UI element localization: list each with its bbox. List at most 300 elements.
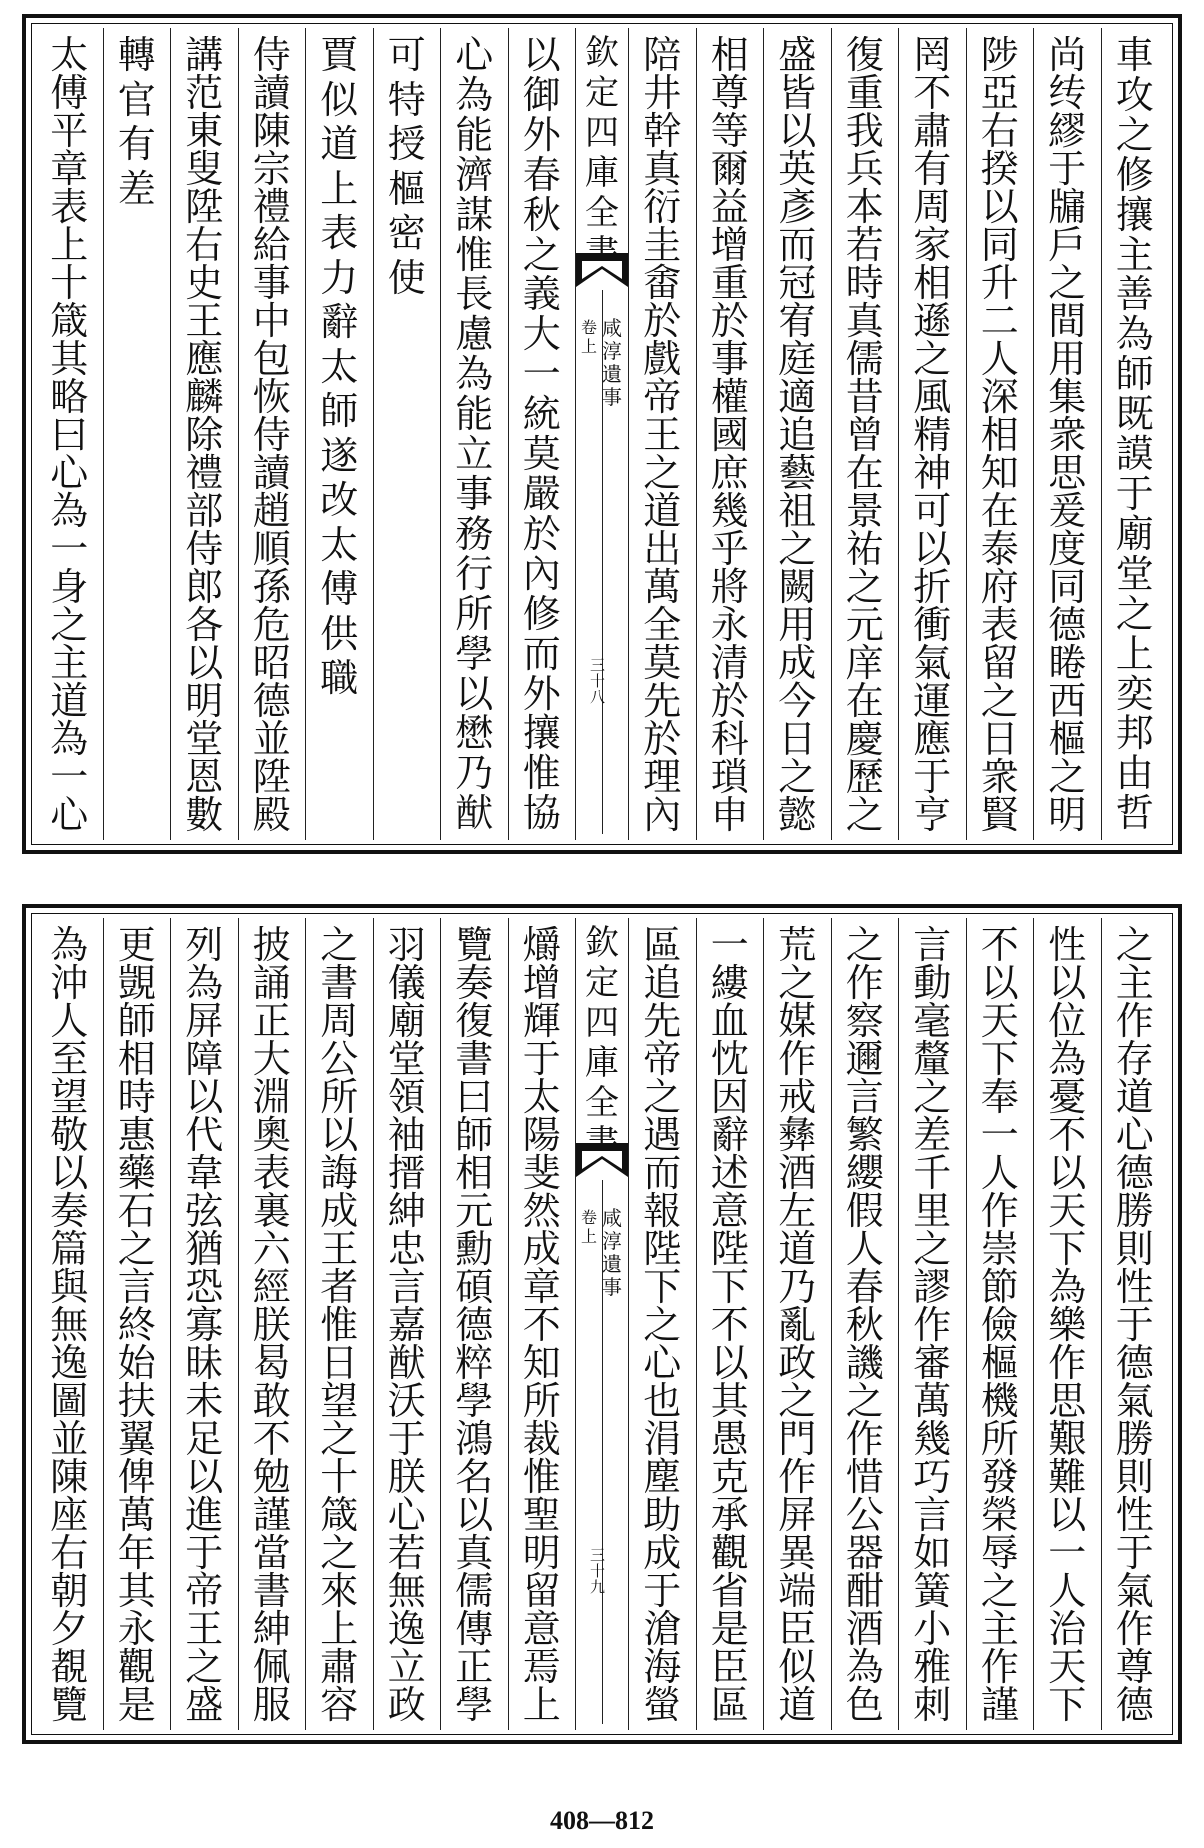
glyph: 泰	[980, 527, 1019, 571]
glyph: 禮	[252, 185, 291, 229]
column-text	[764, 36, 831, 834]
glyph: 如	[913, 1531, 952, 1575]
glyph: 陛	[710, 1227, 749, 1271]
glyph: 先	[643, 999, 682, 1043]
glyph: 道	[320, 122, 359, 166]
column-text	[967, 36, 1034, 834]
column-text	[306, 36, 373, 834]
glyph: 小	[913, 1607, 952, 1651]
glyph: 以	[455, 1493, 494, 1537]
glyph: 假	[845, 1189, 884, 1233]
glyph: 度	[1048, 527, 1087, 571]
glyph: 統	[522, 392, 561, 437]
glyph: 懋	[455, 711, 494, 756]
glyph: 揆	[980, 147, 1019, 191]
glyph: 昭	[252, 641, 291, 685]
glyph: 三	[590, 656, 606, 674]
glyph: 以	[1048, 961, 1087, 1005]
glyph: 師	[320, 389, 359, 433]
glyph: 辭	[320, 300, 359, 344]
glyph: 以	[185, 641, 224, 685]
glyph: 作	[778, 1037, 817, 1081]
glyph: 曰	[50, 413, 89, 457]
glyph: 之	[643, 451, 682, 495]
glyph: 圖	[50, 1379, 89, 1423]
center-margin-column	[575, 918, 628, 1730]
text-column	[36, 918, 103, 1730]
glyph: 忱	[710, 1037, 749, 1081]
glyph: 猷	[455, 791, 494, 834]
column-text	[441, 36, 508, 834]
glyph: 以	[710, 1341, 749, 1385]
glyph: 斐	[522, 1151, 561, 1195]
collection-title	[576, 33, 628, 276]
glyph: 知	[980, 451, 1019, 495]
glyph: 日	[320, 1341, 359, 1385]
glyph: 四	[585, 1003, 619, 1043]
glyph: 所	[320, 1075, 359, 1119]
glyph: 授	[387, 122, 426, 166]
glyph: 並	[50, 1417, 89, 1461]
text-column	[170, 918, 238, 1730]
glyph: 車	[1115, 36, 1154, 77]
glyph: 全	[643, 603, 682, 647]
glyph: 搢	[387, 1151, 426, 1195]
glyph: 辭	[710, 1113, 749, 1157]
glyph: 轉	[117, 36, 156, 77]
glyph: 為	[455, 72, 494, 117]
glyph: 尊	[710, 71, 749, 115]
glyph: 嘉	[387, 1303, 426, 1347]
glyph: 成	[643, 1531, 682, 1575]
glyph: 適	[778, 375, 817, 419]
glyph: 性	[1115, 1265, 1154, 1309]
glyph: 區	[710, 1683, 749, 1724]
glyph: 察	[845, 999, 884, 1043]
glyph: 用	[778, 603, 817, 647]
column-text	[967, 926, 1034, 1724]
glyph: 辱	[980, 1531, 1019, 1575]
glyph: 覬	[117, 961, 156, 1005]
glyph: 立	[455, 432, 494, 477]
glyph: 至	[50, 1037, 89, 1081]
glyph: 永	[710, 603, 749, 647]
glyph: 井	[643, 71, 682, 115]
top-page	[22, 14, 1182, 854]
glyph: 臣	[710, 1645, 749, 1689]
glyph: 人	[845, 1227, 884, 1271]
glyph: 奉	[980, 1075, 1019, 1119]
glyph: 媒	[778, 999, 817, 1043]
glyph: 一	[50, 527, 89, 571]
glyph: 日	[778, 717, 817, 761]
glyph: 冠	[778, 261, 817, 305]
text-column	[831, 28, 899, 840]
glyph: 人	[1048, 1569, 1087, 1613]
glyph: 氣	[913, 641, 952, 685]
glyph: 意	[710, 1189, 749, 1233]
glyph: 作	[1115, 1607, 1154, 1651]
glyph: 作	[845, 961, 884, 1005]
glyph: 螢	[643, 1683, 682, 1724]
glyph: 所	[522, 1379, 561, 1423]
glyph: 大	[252, 1037, 291, 1081]
glyph: 繁	[845, 1113, 884, 1157]
glyph: 發	[980, 1455, 1019, 1499]
glyph: 並	[252, 717, 291, 761]
glyph: 使	[387, 255, 426, 300]
glyph: 差	[913, 1113, 952, 1157]
glyph: 以	[980, 185, 1019, 229]
glyph: 遇	[643, 1113, 682, 1157]
bottom-page	[22, 904, 1182, 1744]
glyph: 所	[455, 591, 494, 636]
glyph: 不	[913, 71, 952, 115]
glyph: 而	[643, 1151, 682, 1195]
glyph: 嚴	[522, 471, 561, 516]
glyph: 遺	[602, 1252, 622, 1276]
glyph: 毫	[913, 999, 952, 1043]
glyph: 節	[980, 1265, 1019, 1309]
glyph: 左	[778, 1189, 817, 1233]
glyph: 太	[320, 344, 359, 389]
glyph: 一	[522, 352, 561, 397]
glyph: 樞	[1048, 717, 1087, 761]
text-column	[305, 28, 373, 840]
glyph: 應	[913, 717, 952, 761]
glyph: 衍	[643, 185, 682, 229]
glyph: 篇	[50, 1227, 89, 1271]
column-text	[239, 36, 306, 834]
glyph: 陳	[252, 109, 291, 153]
glyph: 德	[1115, 1683, 1154, 1724]
glyph: 謨	[1115, 432, 1154, 477]
glyph: 西	[1048, 679, 1087, 723]
glyph: 歷	[845, 755, 884, 799]
glyph: 于	[185, 1531, 224, 1575]
glyph: 然	[522, 1189, 561, 1233]
glyph: 孫	[252, 565, 291, 609]
glyph: 八	[590, 688, 606, 706]
glyph: 奧	[252, 1113, 291, 1157]
glyph: 相	[455, 1151, 494, 1195]
glyph: 內	[522, 551, 561, 596]
glyph: 侍	[252, 413, 291, 457]
glyph: 上	[1115, 631, 1154, 676]
text-column	[440, 28, 508, 840]
column-text	[104, 926, 171, 1724]
glyph: 亂	[778, 1303, 817, 1347]
glyph: 承	[710, 1493, 749, 1537]
glyph: 恩	[185, 755, 224, 799]
glyph: 明	[185, 679, 224, 723]
glyph: 增	[710, 223, 749, 267]
glyph: 德	[252, 679, 291, 723]
glyph: 淳	[602, 1229, 622, 1253]
column-text	[832, 926, 899, 1724]
column-text	[374, 36, 441, 834]
glyph: 郎	[185, 565, 224, 609]
glyph: 事	[710, 337, 749, 381]
glyph: 人	[980, 337, 1019, 381]
glyph: 逸	[387, 1607, 426, 1651]
glyph: 大	[522, 312, 561, 357]
glyph: 禮	[185, 451, 224, 495]
glyph: 供	[320, 611, 359, 656]
glyph: 之	[845, 926, 884, 967]
glyph: 其	[710, 1379, 749, 1423]
glyph: 萬	[117, 1493, 156, 1537]
glyph: 增	[522, 961, 561, 1005]
glyph: 傅	[320, 567, 359, 611]
column-text	[629, 36, 696, 834]
glyph: 德	[1115, 1341, 1154, 1385]
glyph: 謹	[252, 1493, 291, 1537]
glyph: 之	[845, 1379, 884, 1423]
glyph: 政	[778, 1341, 817, 1385]
glyph: 審	[913, 1341, 952, 1385]
glyph: 叟	[185, 147, 224, 191]
glyph: 侍	[185, 527, 224, 571]
glyph: 誦	[252, 961, 291, 1005]
glyph: 有	[913, 147, 952, 191]
glyph: 為	[50, 717, 89, 761]
glyph: 謹	[980, 1683, 1019, 1724]
glyph: 容	[320, 1683, 359, 1724]
glyph: 覩	[50, 1645, 89, 1689]
glyph: 榮	[980, 1493, 1019, 1537]
glyph: 王	[643, 413, 682, 457]
glyph: 誨	[320, 1151, 359, 1195]
fishtail-mark-icon	[576, 1143, 628, 1179]
glyph: 順	[252, 527, 291, 571]
glyph: 莫	[643, 641, 682, 685]
glyph: 睠	[1048, 641, 1087, 685]
glyph: 書	[320, 961, 359, 1005]
glyph: 以	[320, 1113, 359, 1157]
glyph: 彥	[778, 185, 817, 229]
glyph: 廟	[1115, 511, 1154, 556]
glyph: 作	[778, 1455, 817, 1499]
book-name	[602, 318, 622, 410]
glyph: 用	[1048, 337, 1087, 381]
glyph: 運	[913, 679, 952, 723]
glyph: 德	[1115, 1151, 1154, 1195]
glyph: 上	[581, 337, 598, 356]
glyph: 惟	[320, 1303, 359, 1347]
glyph: 定	[585, 963, 619, 1003]
glyph: 東	[185, 109, 224, 153]
glyph: 明	[522, 1531, 561, 1575]
glyph: 朕	[252, 1303, 291, 1347]
glyph: 之	[913, 1075, 952, 1119]
glyph: 敬	[50, 1113, 89, 1157]
glyph: 宗	[252, 147, 291, 191]
glyph: 為	[185, 961, 224, 1005]
glyph: 昔	[845, 375, 884, 419]
glyph: 各	[185, 603, 224, 647]
glyph: 之	[320, 1417, 359, 1461]
glyph: 罔	[913, 36, 952, 77]
glyph: 言	[913, 926, 952, 967]
glyph: 德	[1048, 603, 1087, 647]
glyph: 永	[117, 1607, 156, 1651]
glyph: 給	[252, 223, 291, 267]
glyph: 克	[710, 1455, 749, 1499]
glyph: 益	[710, 185, 749, 229]
glyph: 于	[387, 1417, 426, 1461]
glyph: 于	[913, 755, 952, 799]
glyph: 王	[185, 299, 224, 343]
glyph: 相	[980, 413, 1019, 457]
glyph: 師	[455, 1113, 494, 1157]
column-text	[239, 926, 306, 1724]
glyph: 重	[710, 261, 749, 305]
glyph: 裁	[522, 1417, 561, 1461]
glyph: 外	[522, 112, 561, 157]
glyph: 石	[117, 1189, 156, 1233]
glyph: 六	[252, 1227, 291, 1271]
glyph: 列	[185, 926, 224, 967]
glyph: 俾	[117, 1455, 156, 1499]
glyph: 復	[455, 999, 494, 1043]
glyph: 之	[1048, 261, 1087, 305]
glyph: 謬	[913, 1265, 952, 1309]
glyph: 作	[913, 1303, 952, 1347]
glyph: 慮	[455, 312, 494, 357]
glyph: 作	[980, 1645, 1019, 1689]
glyph: 纓	[845, 1151, 884, 1195]
glyph: 于	[1115, 1303, 1154, 1347]
glyph: 位	[1048, 999, 1087, 1043]
glyph: 包	[252, 337, 291, 381]
glyph: 九	[590, 1578, 606, 1596]
glyph: 不	[980, 926, 1019, 967]
text-column	[1033, 918, 1101, 1730]
glyph: 爾	[710, 147, 749, 191]
glyph: 無	[50, 1303, 89, 1347]
glyph: 爰	[1048, 489, 1087, 533]
glyph: 以	[913, 527, 952, 571]
column-text	[104, 36, 171, 834]
glyph: 上	[320, 1607, 359, 1651]
glyph: 風	[913, 375, 952, 419]
glyph: 更	[117, 926, 156, 967]
glyph: 以	[522, 36, 561, 77]
glyph: 牖	[1048, 185, 1087, 229]
glyph: 修	[522, 591, 561, 636]
glyph: 與	[50, 1265, 89, 1309]
column-text	[509, 36, 576, 834]
glyph: 時	[117, 1075, 156, 1119]
glyph: 范	[185, 71, 224, 115]
glyph: 傳	[455, 1607, 494, 1651]
glyph: 無	[387, 1569, 426, 1613]
glyph: 勉	[252, 1455, 291, 1499]
glyph: 之	[185, 1645, 224, 1689]
glyph: 彝	[778, 1113, 817, 1157]
glyph: 紳	[252, 1607, 291, 1651]
glyph: 既	[1115, 392, 1154, 437]
glyph: 幹	[643, 109, 682, 153]
column-text	[441, 926, 508, 1724]
glyph: 領	[387, 1075, 426, 1119]
column-text	[764, 926, 831, 1724]
glyph: 足	[185, 1417, 224, 1461]
glyph: 不	[252, 1417, 291, 1461]
glyph: 盛	[185, 1683, 224, 1724]
glyph: 治	[1048, 1607, 1087, 1651]
glyph: 代	[185, 1113, 224, 1157]
glyph: 十	[590, 1562, 606, 1580]
glyph: 善	[1115, 272, 1154, 317]
glyph: 為	[50, 489, 89, 533]
glyph: 二	[980, 299, 1019, 343]
glyph: 韋	[185, 1151, 224, 1195]
glyph: 莫	[522, 432, 561, 477]
glyph: 家	[913, 223, 952, 267]
glyph: 夕	[50, 1607, 89, 1651]
glyph: 動	[913, 961, 952, 1005]
column-text	[697, 926, 764, 1724]
text-column	[1033, 28, 1101, 840]
glyph: 其	[50, 337, 89, 381]
column-text	[832, 36, 899, 834]
glyph: 能	[455, 112, 494, 157]
glyph: 成	[778, 641, 817, 685]
glyph: 望	[320, 1379, 359, 1423]
glyph: 之	[1115, 591, 1154, 636]
glyph: 職	[320, 656, 359, 700]
glyph: 春	[845, 1265, 884, 1309]
glyph: 沖	[50, 961, 89, 1005]
glyph: 海	[643, 1645, 682, 1689]
glyph: 昧	[185, 1341, 224, 1385]
glyph: 言	[913, 1493, 952, 1537]
glyph: 攻	[1115, 72, 1154, 117]
glyph: 間	[1048, 299, 1087, 343]
glyph: 之	[778, 1379, 817, 1423]
glyph: 主	[1115, 961, 1154, 1005]
glyph: 弦	[185, 1189, 224, 1233]
glyph: 一	[1048, 1531, 1087, 1575]
glyph: 恢	[252, 375, 291, 419]
glyph: 下	[643, 1265, 682, 1309]
glyph: 羽	[387, 926, 426, 967]
glyph: 之	[778, 961, 817, 1005]
glyph: 行	[455, 551, 494, 596]
glyph: 差	[117, 166, 156, 211]
glyph: 內	[643, 793, 682, 834]
glyph: 不	[522, 1303, 561, 1347]
glyph: 心	[387, 1493, 426, 1537]
glyph: 公	[845, 1493, 884, 1537]
glyph: 成	[320, 1189, 359, 1233]
glyph: 寡	[185, 1303, 224, 1347]
glyph: 欽	[585, 923, 619, 963]
glyph: 之	[320, 1531, 359, 1575]
glyph: 知	[522, 1341, 561, 1385]
glyph: 之	[643, 1075, 682, 1119]
glyph: 奏	[455, 961, 494, 1005]
glyph: 事	[602, 1275, 622, 1299]
glyph: 尊	[1115, 1645, 1154, 1689]
glyph: 相	[117, 1037, 156, 1081]
glyph: 兵	[845, 147, 884, 191]
glyph: 定	[585, 73, 619, 113]
glyph: 上	[522, 1683, 561, 1724]
glyph: 我	[845, 109, 884, 153]
